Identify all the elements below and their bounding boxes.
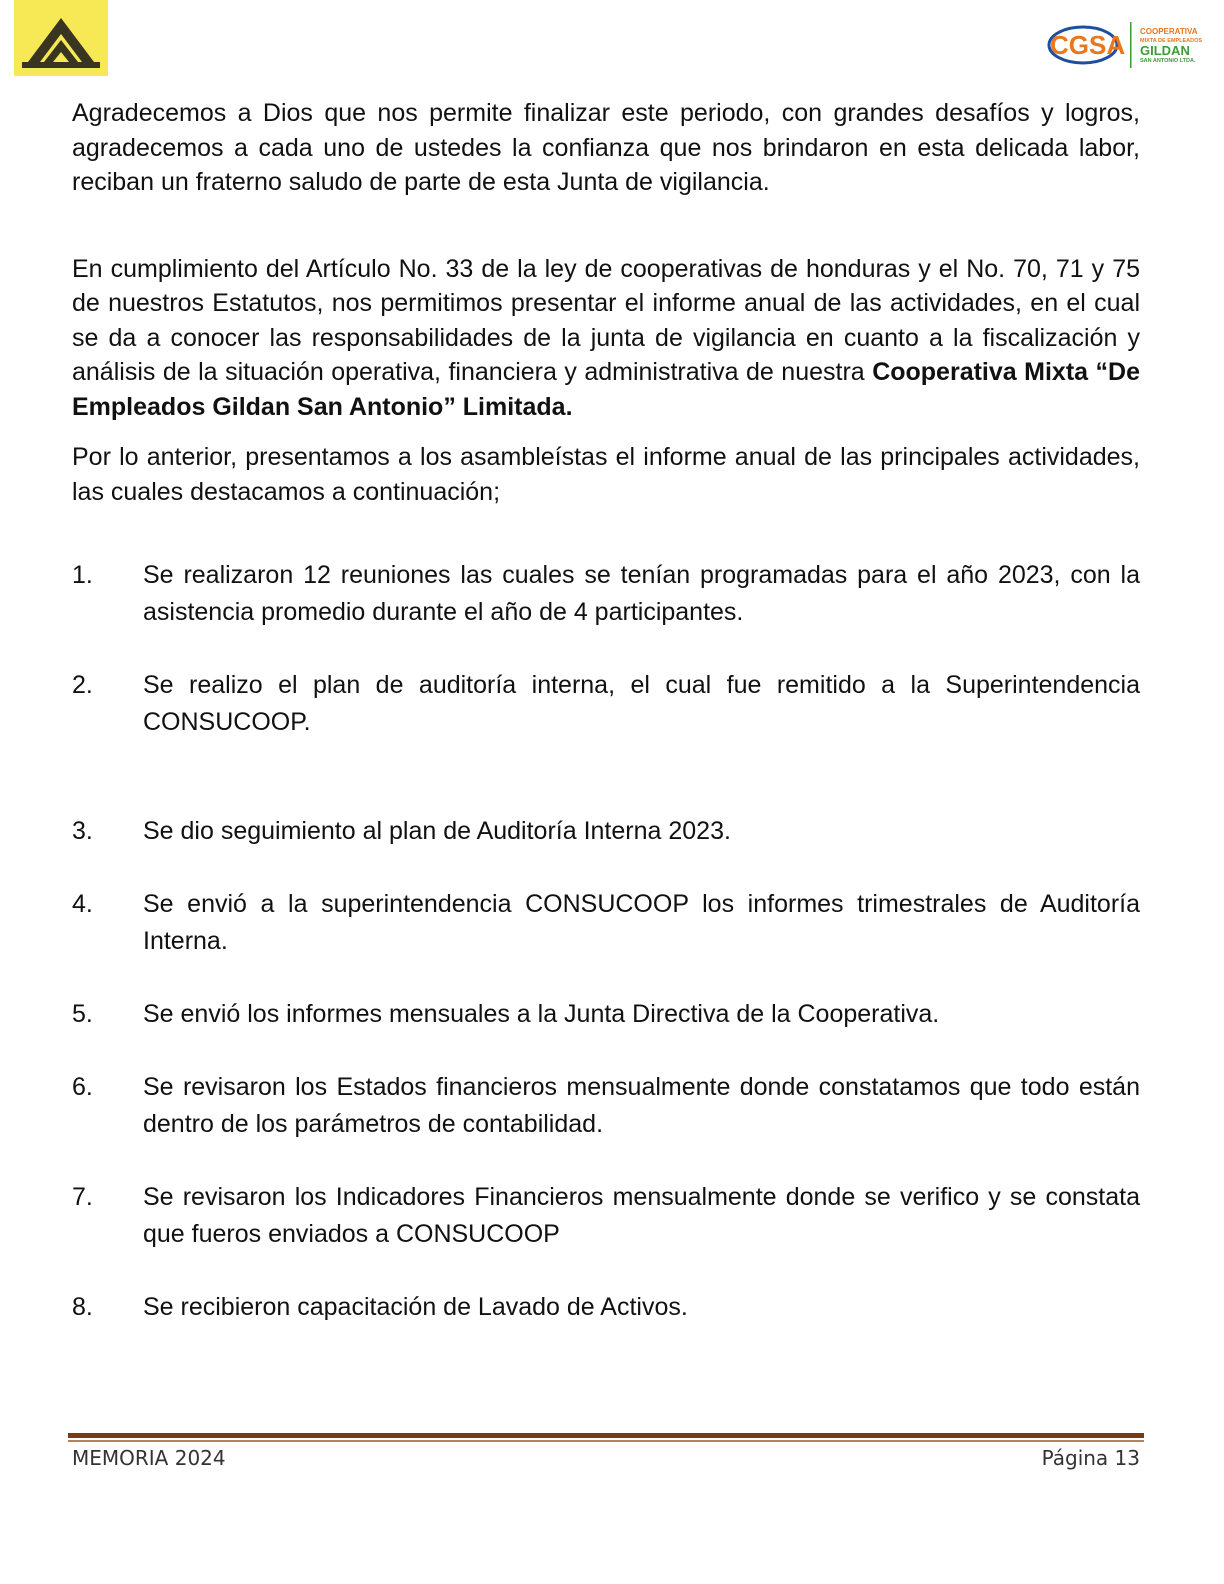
list-item-number: 2. xyxy=(72,671,93,699)
list-item-text: Se realizaron 12 reuniones las cuales se tenían programadas para el año 2023, con la asistencia promedio durante el año de 4 participantes. xyxy=(143,561,1140,626)
page-number: Página 13 xyxy=(1041,1446,1140,1470)
list-item-text: Se envió los informes mensuales a la Junta Directiva de la Cooperativa. xyxy=(143,1000,940,1028)
list-item-text: Se envió a la superintendencia CONSUCOOP los informes trimestrales de Auditoría Interna. xyxy=(143,890,1140,955)
document-body xyxy=(72,96,1140,1362)
list-item-text: Se dio seguimiento al plan de Auditoría Interna 2023. xyxy=(143,817,731,845)
list-item xyxy=(72,996,1140,1033)
list-item-number: 6. xyxy=(72,1073,93,1101)
list-item xyxy=(72,886,1140,960)
list-item-number: 8. xyxy=(72,1293,93,1321)
list-item xyxy=(72,1069,1140,1143)
brand-line-2: MIXTA DE EMPLEADOS xyxy=(1140,38,1203,44)
list-item xyxy=(72,1179,1140,1253)
list-item-text: Se realizo el plan de auditoría interna, el cual fue remitido a la Superintendencia CONSUCOOP. xyxy=(143,671,1140,736)
paragraph-compliance-text: En cumplimiento del Artículo No. 33 de la ley de cooperativas de honduras y el No. 70, 71 y 75 de nuestros Estatutos, nos permitimos presentar el informe anual de las actividades, en el cual se da a conocer las responsabilidades de la junta de vigilancia en cuanto a la fiscalización y análisis de la situación operativa, financiera y administrativa de nuestra xyxy=(72,254,1140,386)
list-item-number: 1. xyxy=(72,561,93,589)
list-item-number: 3. xyxy=(72,817,93,845)
brand-logo xyxy=(1046,18,1212,72)
paragraph-greeting: Agradecemos a Dios que nos permite finalizar este periodo, con grandes desafíos y logros, agradecemos a cada uno de ustedes la confianza que nos brindaron en esta delicada labor, reciban un fraterno saludo de parte de esta Junta de vigilancia. xyxy=(72,99,1140,196)
list-item-number: 5. xyxy=(72,1000,93,1028)
list-item-number: 4. xyxy=(72,890,93,918)
list-item xyxy=(72,1289,1140,1326)
list-item-text: Se recibieron capacitación de Lavado de Activos. xyxy=(143,1293,688,1321)
brand-mark-text: CGSA xyxy=(1050,30,1126,60)
activities-list xyxy=(72,557,1140,1326)
brand-line-1: COOPERATIVA xyxy=(1140,27,1198,36)
corner-logo xyxy=(14,0,108,76)
list-item-text: Se revisaron los Indicadores Financieros mensualmente donde se verifico y se constata que fueros enviados a CONSUCOOP xyxy=(143,1183,1140,1248)
list-item xyxy=(72,667,1140,741)
list-item-text: Se revisaron los Estados financieros mensualmente donde constatamos que todo están dentro de los parámetros de contabilidad. xyxy=(143,1073,1140,1138)
paragraph-intro-list: Por lo anterior, presentamos a los asambleístas el informe anual de las principales actividades, las cuales destacamos a continuación; xyxy=(72,443,1140,506)
footer-title: MEMORIA 2024 xyxy=(72,1446,226,1470)
brand-divider xyxy=(1130,22,1132,68)
paragraph-compliance xyxy=(72,252,1140,425)
list-item xyxy=(72,813,1140,850)
footer-rule-thin xyxy=(68,1440,1144,1442)
stacked-chevrons-logo-icon xyxy=(14,0,108,76)
cooperative-name: Cooperativa Mixta “De Empleados Gildan San Antonio” Limitada. xyxy=(72,358,1140,421)
brand-line-3: GILDAN xyxy=(1140,43,1190,58)
brand-line-4: SAN ANTONIO LTDA. xyxy=(1140,58,1196,64)
list-item xyxy=(72,557,1140,631)
footer-rule xyxy=(68,1433,1144,1438)
list-item-number: 7. xyxy=(72,1183,93,1211)
